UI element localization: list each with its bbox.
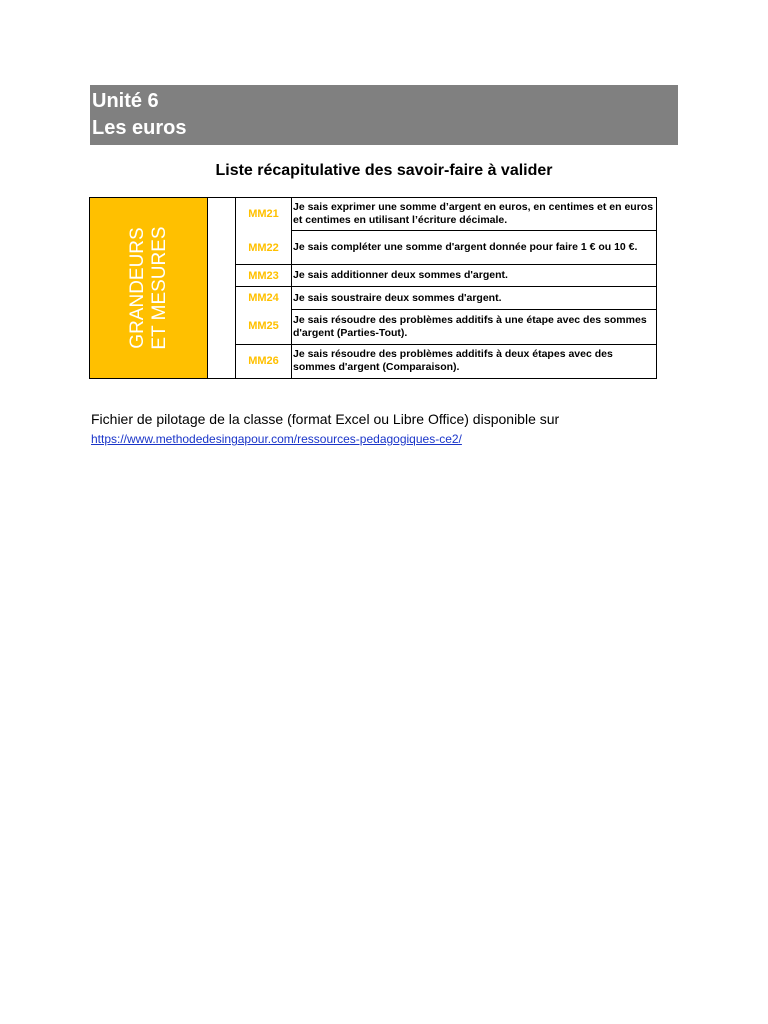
skill-description: Je sais additionner deux sommes d'argent. [292, 265, 657, 287]
pilot-file-link[interactable]: https://www.methodedesingapour.com/ressources-pedagogiques-ce2/ [91, 432, 462, 446]
skill-description: Je sais compléter une somme d'argent donnée pour faire 1 € ou 10 €. [292, 231, 657, 265]
unit-subtitle: Les euros [92, 117, 187, 139]
skill-code: MM26 [236, 344, 292, 378]
skill-code: MM25 [236, 309, 292, 344]
unit-header [90, 85, 678, 145]
skill-code: MM21 [236, 198, 292, 231]
table-row [90, 198, 657, 231]
skills-table [89, 197, 657, 379]
list-title: Liste récapitulative des savoir-faire à valider [215, 162, 553, 179]
skill-description: Je sais résoudre des problèmes additifs à deux étapes avec des sommes d'argent (Comparaison). [292, 344, 657, 378]
skill-description: Je sais résoudre des problèmes additifs à une étape avec des sommes d'argent (Parties-Tout). [292, 309, 657, 344]
blank-column [208, 198, 236, 379]
domain-label: GRANDEURS ET MESURES [126, 226, 170, 350]
pilot-file-text: Fichier de pilotage de la classe (format Excel ou Libre Office) disponible sur [91, 411, 560, 427]
skill-description: Je sais exprimer une somme d’argent en euros, en centimes et en euros et centimes en utilisant l’écriture décimale. [292, 198, 657, 231]
skill-code: MM24 [236, 287, 292, 309]
unit-title: Unité 6 [92, 90, 159, 112]
skill-code: MM22 [236, 231, 292, 265]
domain-cell [90, 198, 208, 379]
skill-code: MM23 [236, 265, 292, 287]
skill-description: Je sais soustraire deux sommes d'argent. [292, 287, 657, 309]
